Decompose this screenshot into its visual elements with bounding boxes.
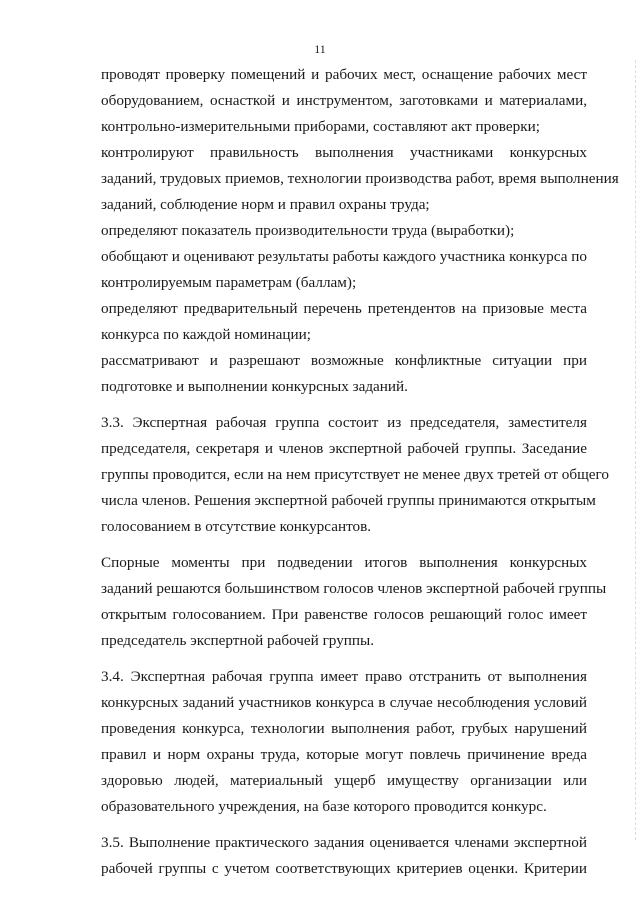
text-line: рабочей группы с учетом соответствующих критериев оценки. Критерии bbox=[101, 860, 587, 877]
paragraph-3-4 bbox=[101, 664, 587, 820]
text-line: группы проводится, если на нем присутствует не менее двух третей от общего bbox=[101, 466, 609, 483]
text-line: числа членов. Решения экспертной рабочей группы принимаются открытым bbox=[101, 492, 596, 509]
scan-margin-artifact bbox=[635, 60, 638, 840]
paragraph-1 bbox=[101, 62, 587, 140]
text-line: правил и норм охраны труда, которые могут повлечь причинение вреда bbox=[101, 746, 587, 763]
text-line: председателя, секретаря и членов экспертной рабочей группы. Заседание bbox=[101, 440, 587, 457]
text-line: контролируют правильность выполнения участниками конкурсных bbox=[101, 144, 587, 161]
text-line: Спорные моменты при подведении итогов выполнения конкурсных bbox=[101, 554, 587, 571]
page-number: 11 bbox=[314, 42, 326, 56]
text-line: 3.4. Экспертная рабочая группа имеет право отстранить от выполнения bbox=[101, 668, 587, 685]
text-line: проводят проверку помещений и рабочих мест, оснащение рабочих мест bbox=[101, 66, 587, 83]
paragraph-3-5 bbox=[101, 830, 587, 882]
text-line: конкурсных заданий участников конкурса в случае несоблюдения условий bbox=[101, 694, 587, 711]
text-line: оборудованием, оснасткой и инструментом, заготовками и материалами, bbox=[101, 92, 587, 109]
text-line: голосованием в отсутствие конкурсантов. bbox=[101, 518, 372, 535]
paragraph-3-3 bbox=[101, 410, 609, 540]
paragraph-6 bbox=[101, 348, 587, 400]
text-line: подготовке и выполнении конкурсных заданий. bbox=[101, 378, 408, 395]
text-line: конкурса по каждой номинации; bbox=[101, 326, 311, 343]
text-line: определяют показатель производительности труда (выработки); bbox=[101, 222, 515, 239]
paragraph-5 bbox=[101, 296, 587, 348]
text-line: открытым голосованием. При равенстве голосов решающий голос имеет bbox=[101, 606, 587, 623]
text-line: заданий, трудовых приемов, технологии производства работ, время выполнения bbox=[101, 170, 619, 187]
paragraph-2 bbox=[101, 140, 619, 218]
text-line: рассматривают и разрешают возможные конфликтные ситуации при bbox=[101, 352, 587, 369]
paragraph-4 bbox=[101, 244, 587, 296]
text-line: образовательного учреждения, на базе которого проводится конкурс. bbox=[101, 798, 547, 815]
text-line: 3.3. Экспертная рабочая группа состоит из председателя, заместителя bbox=[101, 414, 587, 431]
text-line: заданий, соблюдение норм и правил охраны труда; bbox=[101, 196, 430, 213]
text-line: контрольно-измерительными приборами, составляют акт проверки; bbox=[101, 118, 540, 135]
text-line: контролируемым параметрам (баллам); bbox=[101, 274, 357, 291]
body-text bbox=[101, 62, 619, 882]
text-line: здоровью людей, материальный ущерб имуществу организации или bbox=[101, 772, 587, 789]
text-line: заданий решаются большинством голосов членов экспертной рабочей группы bbox=[101, 580, 607, 597]
text-line: председатель экспертной рабочей группы. bbox=[101, 632, 375, 649]
text-line: проведения конкурса, технологии выполнения работ, грубых нарушений bbox=[101, 720, 587, 737]
text-line: обобщают и оценивают результаты работы каждого участника конкурса по bbox=[101, 248, 587, 265]
text-line: определяют предварительный перечень претендентов на призовые места bbox=[101, 300, 587, 317]
text-line: 3.5. Выполнение практического задания оценивается членами экспертной bbox=[101, 834, 587, 851]
paragraph-disputes bbox=[101, 550, 607, 654]
paragraph-3 bbox=[101, 218, 587, 244]
